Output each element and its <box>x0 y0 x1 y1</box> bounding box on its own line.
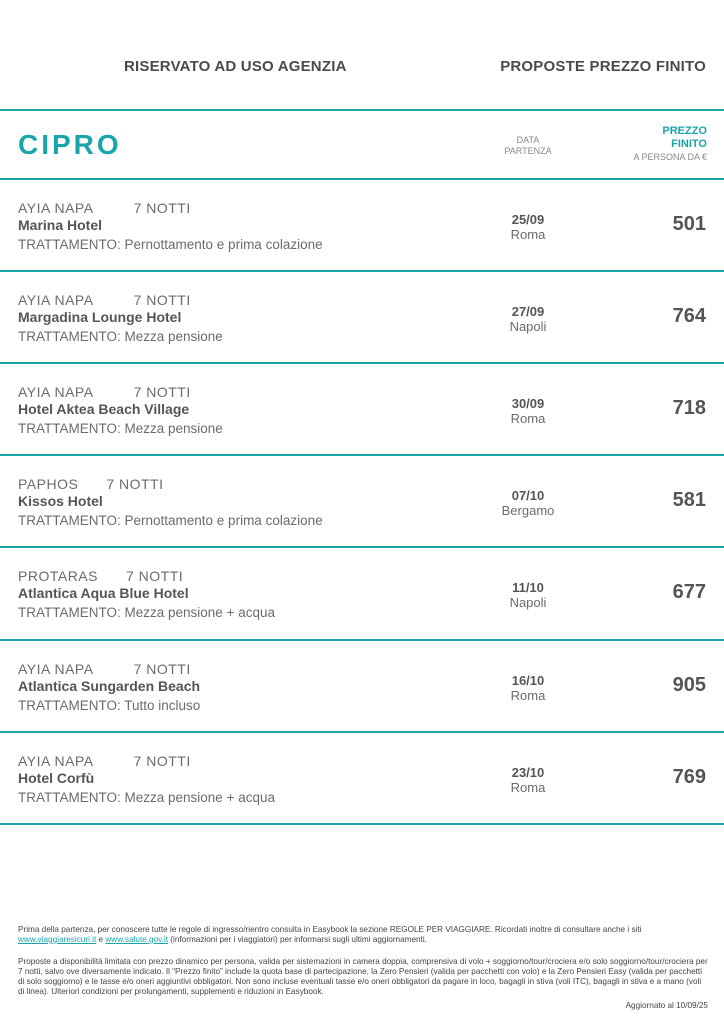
location-name: AYIA NAPA <box>18 292 94 308</box>
nights-count: 7 NOTTI <box>106 476 164 492</box>
offer-row <box>0 456 724 548</box>
hotel-name: Hotel Corfù <box>18 770 95 786</box>
treatment: TRATTAMENTO: Mezza pensione + acqua <box>18 790 275 805</box>
final-price: 764 <box>672 305 706 327</box>
departure-date: 25/09 <box>511 212 545 227</box>
price-header-line3: A PERSONA DA € <box>633 152 707 162</box>
treatment: TRATTAMENTO: Mezza pensione + acqua <box>18 605 275 620</box>
hotel-name: Marina Hotel <box>18 217 103 233</box>
departure-city: Roma <box>510 688 546 703</box>
departure-city: Napoli <box>509 319 547 334</box>
note-text: e <box>96 935 106 944</box>
departure-date: 07/10 <box>511 488 545 503</box>
travel-rules-note <box>18 925 708 945</box>
treatment: TRATTAMENTO: Pernottamento e prima colazione <box>18 237 323 252</box>
divider <box>0 823 724 825</box>
offer-row <box>0 180 724 272</box>
departure-city: Napoli <box>509 595 547 610</box>
departure-date: 16/10 <box>511 673 545 688</box>
departure-city: Roma <box>510 411 546 426</box>
location-name: PROTARAS <box>18 568 98 584</box>
final-price: 718 <box>672 397 706 419</box>
hotel-name: Atlantica Sungarden Beach <box>18 678 201 694</box>
offer-location <box>18 476 163 492</box>
offer-row <box>0 272 724 364</box>
departure-date: 23/10 <box>511 765 545 780</box>
agency-reserved-label: RISERVATO AD USO AGENZIA <box>124 58 347 75</box>
note-text: Prima della partenza, per conoscere tutte le regole di ingresso/rientro consulta in Easybook la sezione REGOLE PER VIAGGIARE. Ricordati inoltre di consultare anche i siti <box>18 925 642 934</box>
price-header-line2: FINITO <box>671 138 707 150</box>
location-name: PAPHOS <box>18 476 79 492</box>
nights-count: 7 NOTTI <box>125 568 184 584</box>
treatment: TRATTAMENTO: Mezza pensione <box>18 421 223 436</box>
price-column-header <box>633 125 707 164</box>
date-column-header <box>498 135 558 157</box>
note-text: (informazioni per i viaggiatori) per informarsi sugli ultimi aggiornamenti. <box>168 935 427 944</box>
offer-location <box>18 200 191 216</box>
date-header-line1: DATA <box>516 135 540 145</box>
nights-count: 7 NOTTI <box>133 753 191 769</box>
final-price: 905 <box>672 674 706 696</box>
location-name: AYIA NAPA <box>18 753 94 769</box>
hotel-name: Hotel Aktea Beach Village <box>18 401 190 417</box>
divider <box>0 109 724 111</box>
offer-row <box>0 733 724 825</box>
final-price: 769 <box>672 766 706 788</box>
location-name: AYIA NAPA <box>18 200 94 216</box>
offer-location <box>18 292 191 308</box>
hotel-name: Atlantica Aqua Blue Hotel <box>18 585 189 601</box>
final-price: 581 <box>672 489 706 511</box>
updated-date: Aggiornato al 10/09/25 <box>625 1001 708 1010</box>
location-name: AYIA NAPA <box>18 384 94 400</box>
destination-title: CIPRO <box>18 129 122 160</box>
nights-count: 7 NOTTI <box>133 384 191 400</box>
departure-date: 11/10 <box>512 580 544 595</box>
treatment: TRATTAMENTO: Tutto incluso <box>18 698 201 713</box>
nights-count: 7 NOTTI <box>133 200 191 216</box>
hotel-name: Kissos Hotel <box>18 493 103 509</box>
nights-count: 7 NOTTI <box>133 292 191 308</box>
treatment: TRATTAMENTO: Pernottamento e prima colazione <box>18 513 323 528</box>
departure-city: Roma <box>510 780 546 795</box>
final-price: 677 <box>672 581 706 603</box>
final-price: 501 <box>672 213 706 235</box>
offer-location <box>18 568 183 584</box>
offer-location <box>18 661 191 677</box>
viaggiaresicuri-link[interactable]: www.viaggiaresicuri.it <box>18 935 97 944</box>
departure-city: Roma <box>510 227 546 242</box>
offer-location <box>18 753 191 769</box>
date-header-line2: PARTENZA <box>504 146 552 156</box>
location-name: AYIA NAPA <box>18 661 94 677</box>
salute-link[interactable]: www.salute.gov.it <box>105 935 169 944</box>
offer-row <box>0 548 724 640</box>
treatment: TRATTAMENTO: Mezza pensione <box>18 329 223 344</box>
conditions-note: Proposte a disponibilità limitata con prezzo dinamico per persona, valida per sistemazioni in camera doppia, comprensiva di volo + soggiorno/tour/crociera e/o solo soggiorno/tour/crociera per 7 notti, salvo ove diversamente indicato. Il “Prezzo finito” include la quota base di partecipazione, la Zero Pensieri (valida per pacchetti con volo) e la Zero Pensieri Easy (valida per pacchetti di solo soggiorno) e le tasse e/o oneri aggiuntivi obbligatori. Non sono incluse eventuali tasse e/o oneri obbligatori da pagare in loco, bagagli in stiva (voli ITC), bagagli in stiva e a mano (voli di linea). Ulteriori condizioni per prolungamenti, supplementi e riduzioni in Easybook. <box>18 957 708 996</box>
departure-date: 30/09 <box>511 396 545 411</box>
departure-date: 27/09 <box>511 304 545 319</box>
offer-location <box>18 384 191 400</box>
offer-row <box>0 364 724 456</box>
nights-count: 7 NOTTI <box>133 661 191 677</box>
departure-city: Bergamo <box>501 503 555 518</box>
offers-title: PROPOSTE PREZZO FINITO <box>500 58 706 75</box>
offer-row <box>0 641 724 733</box>
price-header-line1: PREZZO <box>662 125 707 137</box>
hotel-name: Margadina Lounge Hotel <box>18 309 182 325</box>
